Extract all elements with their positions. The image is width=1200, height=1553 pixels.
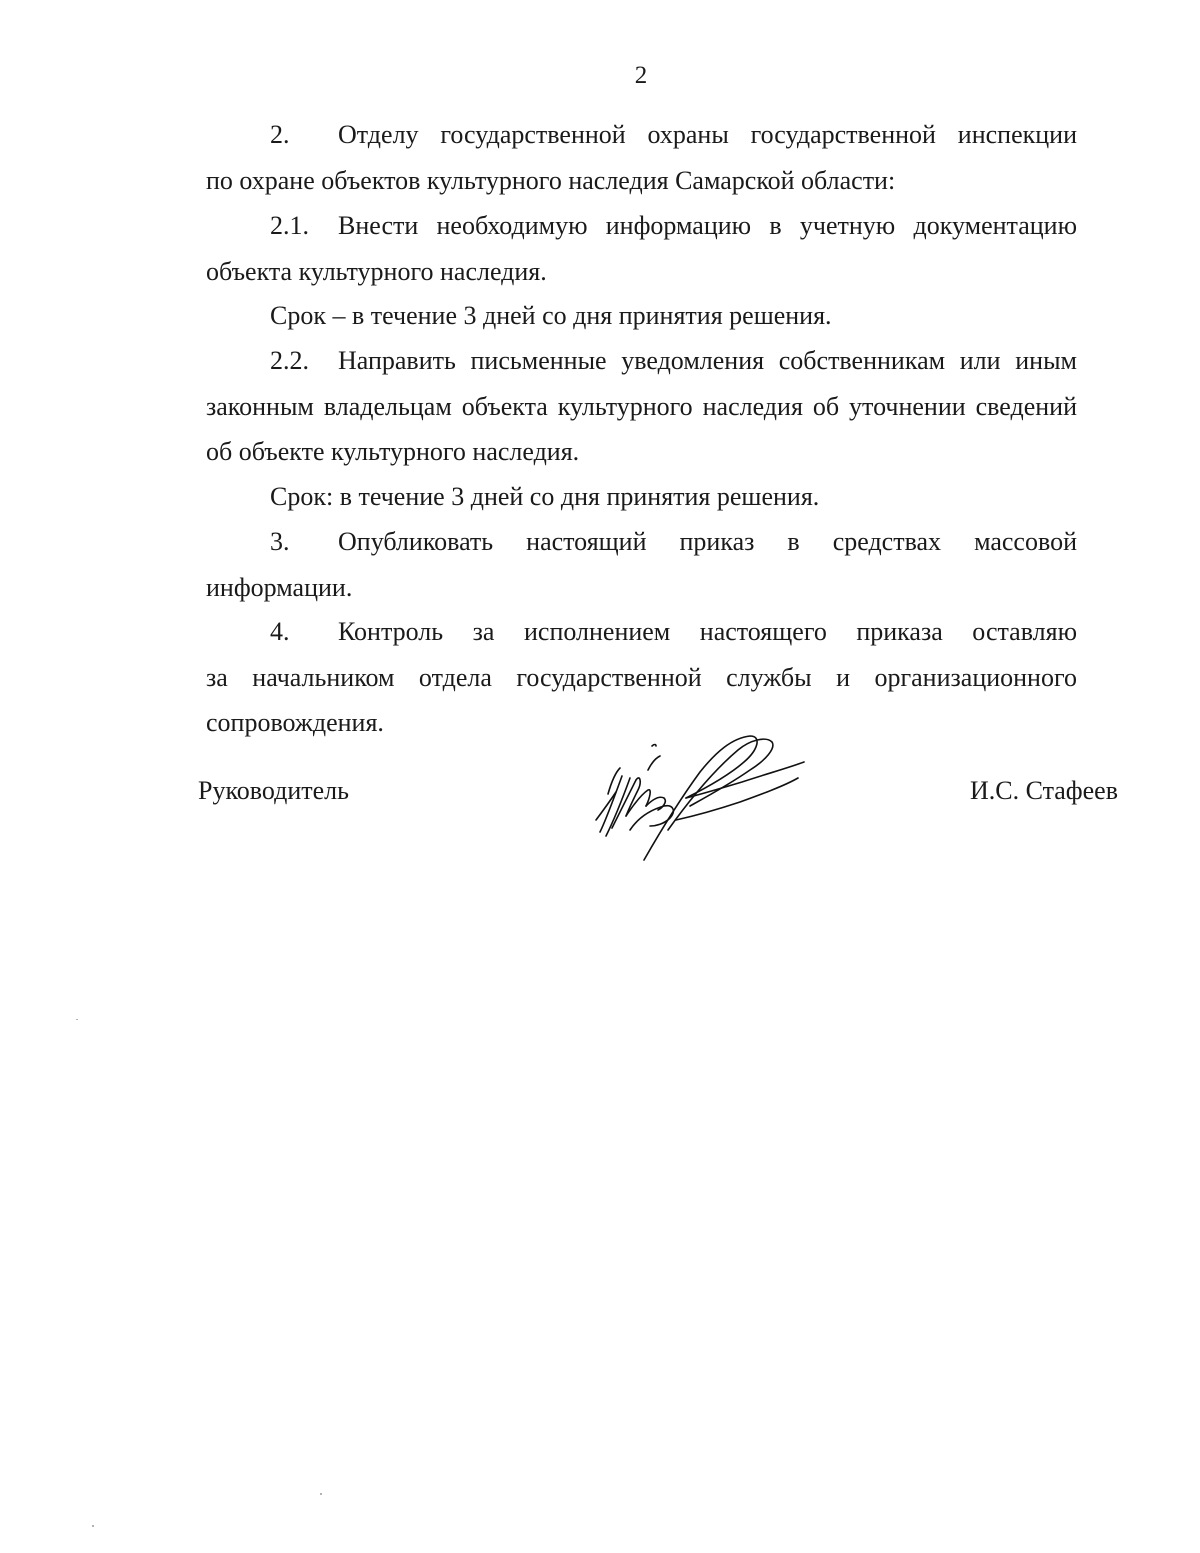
- paragraph-4-text: Контроль за исполнением настоящего приказа оставляю: [338, 617, 1077, 646]
- page-number: 2: [634, 62, 648, 89]
- deadline-1: [206, 293, 1077, 339]
- paragraph-4: [206, 609, 1077, 746]
- item-number: 3.: [270, 527, 290, 556]
- deadline-2: [206, 474, 1077, 520]
- signatory-name: И.С. Стафеев: [969, 776, 1118, 805]
- paragraph-3-line-2: информации.: [206, 572, 353, 602]
- paragraph-4-line-2: за начальником отдела государственной службы и организационного: [206, 662, 1077, 692]
- paragraph-2-1-text: Внести необходимую информацию в учетную документацию: [338, 211, 1077, 240]
- paragraph-3: [206, 519, 1077, 610]
- paragraph-2-2-line-3: об объекте культурного наследия.: [206, 437, 580, 466]
- paragraph-2-text: Отделу государственной охраны государственной инспекции: [338, 120, 1077, 149]
- item-number: 2.2.: [270, 346, 309, 375]
- item-number: 2.: [270, 120, 290, 149]
- paragraph-3-text: Опубликовать настоящий приказ в средствах массовой: [338, 527, 1077, 556]
- paragraph-2-line-1: [206, 112, 1077, 158]
- paragraph-2-2-text: Направить письменные уведомления собственникам или иным: [338, 346, 1077, 375]
- paragraph-4-line-1: [206, 609, 1077, 655]
- paragraph-3-line-1: [206, 519, 1077, 565]
- paragraph-4-line-3: сопровождения.: [206, 708, 384, 737]
- paragraph-2-2-line-1: [206, 338, 1077, 384]
- paragraph-2: [206, 112, 1077, 203]
- signatory-title: Руководитель: [198, 776, 349, 805]
- paragraph-2-line-2: по охране объектов культурного наследия Самарской области:: [206, 165, 896, 195]
- paragraph-2-2-line-2: законным владельцам объекта культурного наследия об уточнении сведений: [206, 391, 1077, 421]
- item-number: 2.1.: [270, 211, 309, 240]
- handwritten-signature: [590, 732, 810, 867]
- deadline-1-text: Срок – в течение 3 дней со дня принятия решения.: [270, 301, 832, 330]
- scan-speck: [320, 1493, 322, 1495]
- paragraph-2-1-line-1: [206, 203, 1077, 249]
- deadline-2-text: Срок: в течение 3 дней со дня принятия решения.: [270, 482, 820, 511]
- paragraph-2-2: [206, 338, 1077, 475]
- scan-speck: [92, 1525, 94, 1527]
- paragraph-2-1-line-2: объекта культурного наследия.: [206, 256, 547, 286]
- item-number: 4.: [270, 617, 290, 646]
- scan-speck: [76, 1019, 78, 1020]
- paragraph-2-1: [206, 203, 1077, 294]
